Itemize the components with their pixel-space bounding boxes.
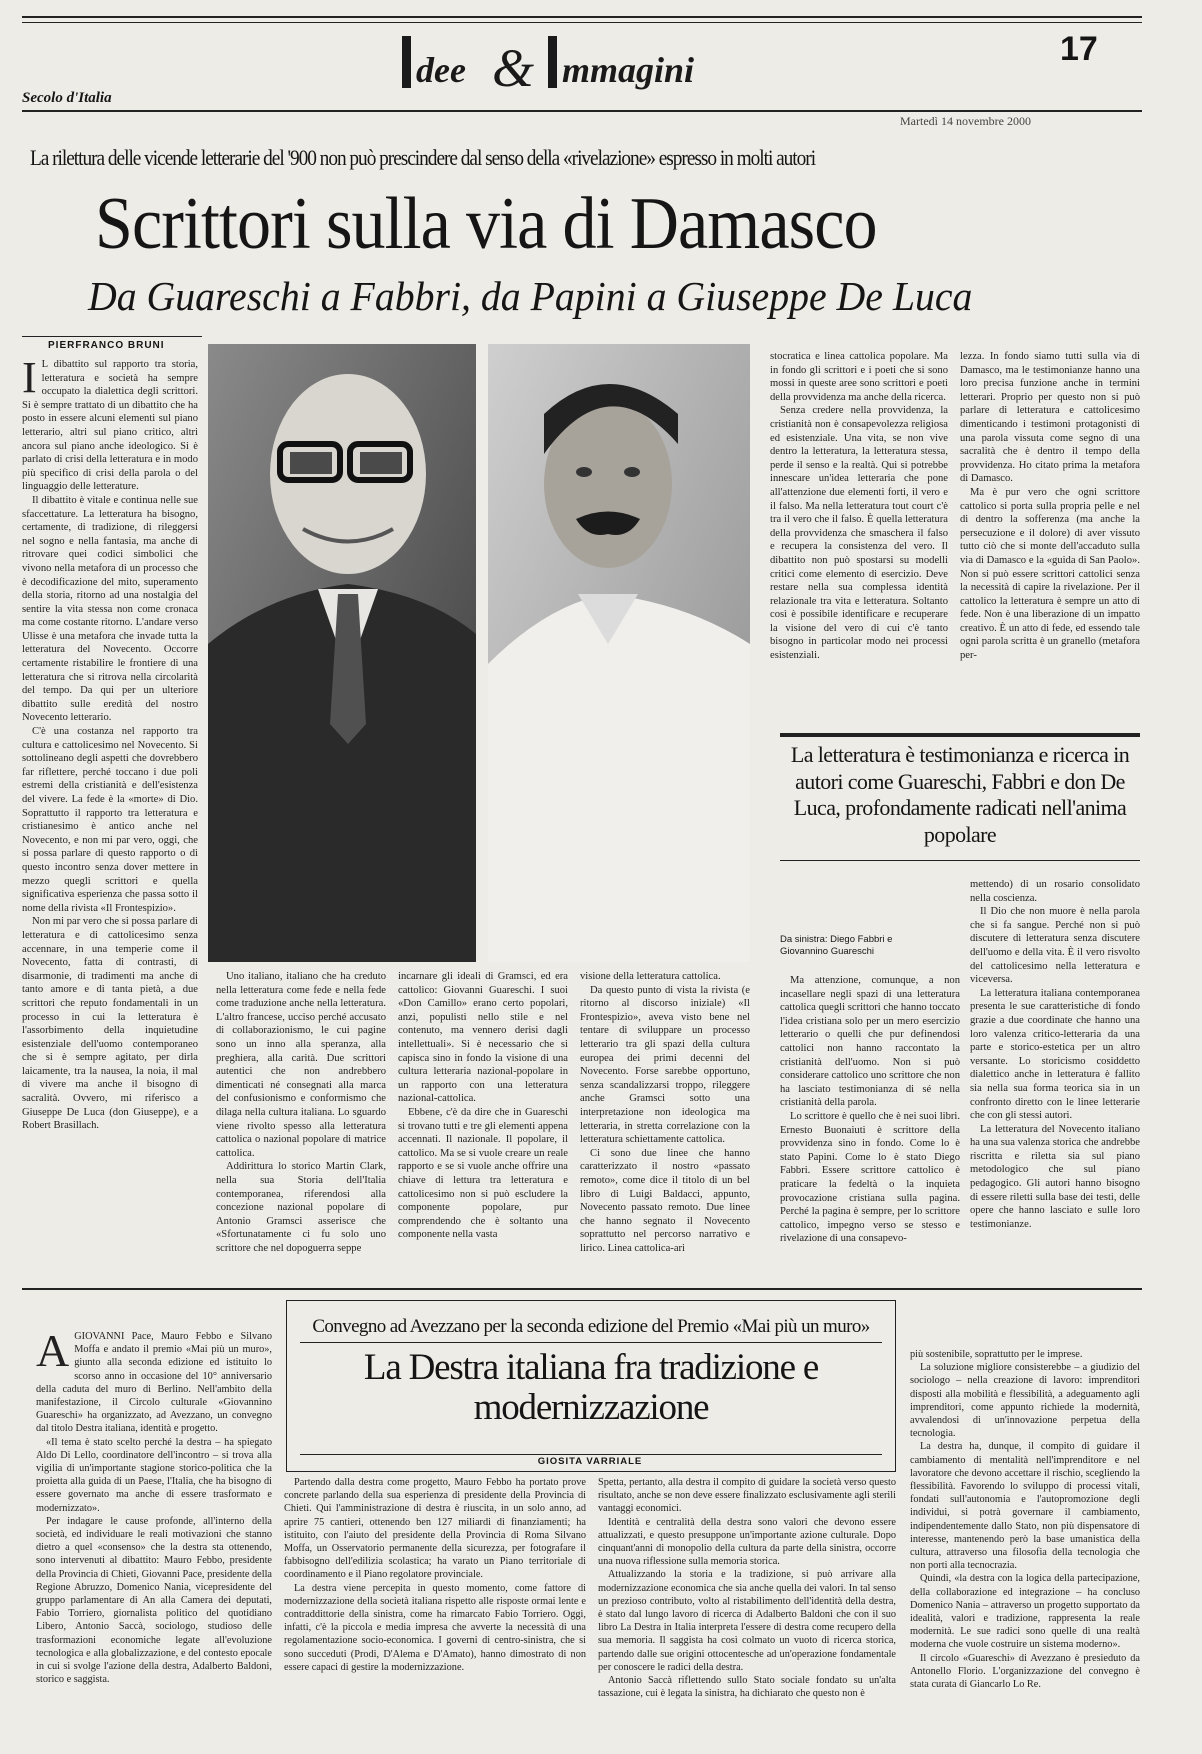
masthead-rule (22, 110, 1142, 112)
paragraph: L dibattito sul rapporto tra storia, letteratura e società ha sempre occupato la dialettica degli scrittori. Si è sempre trattato di un dibattito che ha posto in essere alcuni elementi sul piano letterario, altri sul piano critico, altri ancora sul piano anche ideologico. Si è parlato di crisi della letteratura e in modo più specifico di crisi della parola o del linguaggio delle letterature. (22, 359, 198, 493)
drop-cap: I (22, 358, 37, 402)
paragraph: Attualizzando la storia e la tradizione, si può arrivare alla modernizzazione economica che sia anche quella dei valori. In tal senso un prezioso contributo, volto al ristabilimento dell'identità della destra, è stato dal lungo lavoro di ricerca di Adalberto Baldoni che con il suo libro La Destra in Italia interpreta l'essere di destra come recupero della sua memoria. Il saggista ha così colmato un vuoto di ricerca storica, partendo dalle sue origini ottocentesche ad un'operazione fondamentale per conoscere le radici della destra. (598, 1569, 896, 1673)
paragraph: Ma è pur vero che ogni scrittore cattolico si porta sulla propria pelle e nel di dentro la sofferenza (ma anche la persecuzione e il dolore) di aver vissuto tutto ciò che si monte dell'accaduto sulla via di Damasco e la «guida di San Paolo». Non si può essere scrittori cattolici senza la necessità di capire la rivelazione. Per il cattolico la letteratura è sempre un atto di fede. Non è una liberazione di un impatto creativo. È un atto di fede, ed essendo tale ogni parola scritta è un granello (metafora per- (960, 486, 1140, 662)
paragraph: Uno italiano, italiano che ha creduto nella letteratura come fede e nella fede come traduzione anche nella letteratura. L'altro francese, ucciso perché accusato di collaborazionismo, le cui pagine sono un inno alla speranza, alla preghiera, alla carità. Due scrittori autentici che non andrebbero dimenticati né consegnati alla marca del confusionismo e conformismo che dilaga nella cultura italiana. Lo sguardo viene rivolto spesso alla letteratura cattolica o nazional popolare di matrice cattolica. (216, 971, 386, 1159)
paragraph: Addirittura lo storico Martin Clark, nella sua Storia dell'Italia contemporanea, riferendosi alla concezione nazional popolare di Antonio Gramsci asserisce che «Sfortunatamente ci fu solo uno scrittore che nel dopoguerra seppe (216, 1161, 386, 1254)
paragraph: lezza. In fondo siamo tutti sulla via di Damasco, ma le testimonianze hanno una loro precisa funzione anche in termini letterari. Proprio per questo non si può parlare di letteratura e cattolicesimo dimenticando i testimoni protagonisti di una parola vissuta come segno di una sacralità che è dentro il tempo della provvidenza. Ho citato prima la metafora di Damasco. (960, 351, 1140, 485)
paragraph: La soluzione migliore consisterebbe – a giudizio del sociologo – nella creazione di lavoro: imprenditori disposti alla mobilità e flessibilità, a adeguamento agli imprenditori, come appunto richiede la modernità, avvalendosi di un'innovazione perpetua della tecnologia. (910, 1362, 1140, 1440)
portrait-guareschi (488, 344, 750, 962)
article-subheadline: Da Guareschi a Fabbri, da Papini a Giuseppe De Luca (88, 273, 973, 319)
pullquote-bottom-rule (780, 860, 1140, 861)
paragraph: visione della letteratura cattolica. (580, 971, 721, 982)
article-col-3 (398, 970, 568, 1268)
paragraph: Il Dio che non muore è nella parola che si fa sangue. Perché non si può discutere di letteratura senza discutere dell'uomo e della vita. È il vero risvolto del cattolicesimo nella letteratura e viceversa. (970, 906, 1140, 986)
article-col-1 (22, 358, 198, 1268)
paragraph: Ebbene, c'è da dire che in Guareschi si trovano tutti e tre gli elementi appena accennati. Il nazionale. Il popolare, il cattolico. Ma se si vuole creare un reale rapporto e se si vuole anche offrire una chiave di lettura tra letteratura e cattolicesimo non si può escludere la componente popolare, pur comprendendo che è soltanto una componente nella vasta (398, 1106, 568, 1241)
byline: PIERFRANCO BRUNI (48, 340, 165, 351)
pullquote: La letteratura è testimonianza e ricerca in autori come Guareschi, Fabbri e don De Luca, profondamente radicati nell'anima popolare (790, 742, 1130, 847)
section-title (400, 22, 820, 92)
paragraph: mettendo) di un rosario consolidato nella coscienza. (970, 879, 1140, 904)
article-col-6 (960, 350, 1140, 720)
paragraph: Identità e centralità della destra sono valori che devono essere attualizzati, e questo presuppone un'importante azione culturale. Dopo cinquant'anni di monopolio della cultura da parte della sinistra, occorre una nuova riflessione sulla memoria storica. (598, 1516, 896, 1568)
drop-cap: A (36, 1330, 70, 1376)
article-kicker: La rilettura delle vicende letterarie del '900 non può prescindere dal senso della «rivelazione» espresso in molti autori (30, 145, 816, 170)
article2-col-1 (36, 1330, 272, 1738)
article2-col-3 (598, 1476, 896, 1738)
paragraph: La destra ha, dunque, il compito di guidare il cambiamento di mentalità nell'imprenditore e nel lavoratore che devono accettare il rischio, scegliendo la flessibilità. Favorendo lo sviluppo di processi vitali, fondati sull'autonomia e l'autopromozione degli individui, si potrà governare il cambiamento, indipendentemente dallo Stato, non più dispensatore di interesse, mantenendo però la base umanistica della cultura, attraverso una filosofia della tecnologia che non porti alla tecnocrazia. (910, 1441, 1140, 1572)
article2-col-2 (284, 1476, 586, 1738)
article2-headline: La Destra italiana fra tradizione e modernizzazione (363, 1347, 819, 1428)
article2-kicker-rule (300, 1342, 882, 1343)
paragraph: La destra viene percepita in questo momento, come fattore di modernizzazione della società italiana rispetto alle risposte ormai lente e contraddittorie della sinistra, come ha rimarcato Fabio Torriero. Oggi, infatti, c'è la piccola e media impresa che avverte la necessità di una regolamentazione socio-economica. I governi di centro-sinistra, che si sono succeduti (Prodi, D'Alema e D'Amato), hanno dimostrato di non essere capaci di gestire la modernizzazione. (284, 1582, 586, 1673)
paragraph: La letteratura italiana contemporanea presenta le sue caratteristiche di fondo grazie a due coordinate che hanno una loro valenza critico-letteraria da una parte e storico-estetica per un altro versante. Lo storicismo cosiddetto dialettico anche in letteratura è fallito sia nella sua forma teorica sia in un confronto diretto con le linee letterarie che con gli stessi autori. (970, 987, 1140, 1122)
article-col-2 (216, 970, 386, 1268)
svg-text:mmagini: mmagini (562, 50, 695, 90)
paragraph: «Il tema è stato scelto perché la destra – ha spiegato Aldo Di Lello, coordinatore dell'incontro – si trova alla vigilia di un'importante stagione storico-politica che la proietta alla guida di un Paese, l'Italia, che ha bisogno di essere governato ma anche di essere trasformato e modernizzato». (36, 1436, 272, 1514)
article2-col-4 (910, 1348, 1140, 1738)
top-rule (22, 16, 1142, 18)
paragraph: La letteratura del Novecento italiano ha una sua valenza storica che andrebbe riscritta e riletta sia sul piano metodologico che sul piano pedagogico. Gli autori hanno bisogno di essere riletti sulla base dei testi, delle opere che hanno lasciato e sulle loro testimonianze. (970, 1123, 1140, 1230)
svg-text:dee: dee (416, 50, 466, 90)
article-col-4 (580, 970, 750, 1268)
paragraph: Quindi, «la destra con la logica della partecipazione, della collaborazione ed integrazione – ha concluso Domenico Nania – attraverso un progetto supportato da idealità, valori e tradizione, rappresenta la reale modernità. Le sue radici sono quelle di una realtà moderna che vuole costruire un sistema moderno». (910, 1573, 1140, 1651)
article-col-7 (780, 974, 960, 1268)
article-headline: Scrittori sulla via di Damasco (95, 183, 877, 265)
photo-caption: Da sinistra: Diego Fabbri e Giovannino Guareschi (780, 934, 893, 957)
paragraph: Antonio Saccà riflettendo sullo Stato sociale fondato su un'alta tassazione, cui è legata la sinistra, ha dichiarato che questo non è (598, 1675, 896, 1700)
byline-rule (22, 336, 202, 337)
pullquote-top-rule (780, 733, 1140, 737)
paragraph: Lo scrittore è quello che è nei suoi libri. Ernesto Buonaiuti è scrittore della provvidenza sino in fondo. Come lo è stato Papini. Come lo è stato Diego Fabbri. Essere scrittore cattolico è praticare la fedeltà o la inquieta provocazione cristiana sulla pagina. Perché la pagina è sempre, per lo scrittore cattolico, impegno verso se stesso e rivelazione di una consapevo- (780, 1110, 960, 1245)
svg-text:&: & (492, 38, 535, 92)
paragraph: Il circolo «Guareschi» di Avezzano è presieduto da Antonello Florio. L'organizzazione del convegno è stata curata di Giancarlo Lo Re. (910, 1652, 1140, 1691)
masthead: Secolo d'Italia (22, 90, 112, 106)
paragraph: stocratica e linea cattolica popolare. Ma in fondo gli scrittori e i poeti che si sono mossi in queste aree sono scrittori e poeti della provvidenza ma anche della ricerca. (770, 351, 948, 403)
paragraph: Ma attenzione, comunque, a non incasellare negli spazi di una letteratura cattolica quegli scrittori che hanno toccato l'idea cristiana solo per un mero esercizio letterario o quelli che pur definendosi cattolici non hanno raccontato la cristianità dell'uomo. Non si può considerare cattolico uno scrittore che non ha lasciato testimonianza di sé nella cristianità della parola. (780, 975, 960, 1109)
paragraph: Senza credere nella provvidenza, la cristianità non è consapevolezza religiosa ed esistenziale. Una vita, se non vive dentro la letteratura, la letteratura stessa, perde il senso e la realtà. Qui si potrebbe innescare un'idea letteraria che pone all'attenzione due elementi forti, il vero e il falso. Ma nella letteratura tout court c'è tra il vero che il falso. È quella letteratura della provvidenza che smaschera il falso e recupera la consistenza del vero. Il dibattito non può spostarsi su modelli critici come elemento di esercizio. Deve restare nella sua complessa identità relazionale tra vita e letteratura. Soltanto così è possibile identificare e recuperare la visione del vero di cui c'è tanto bisogno in particolar modo nei processi esistenziali. (770, 405, 948, 662)
section-title-graphic (400, 22, 820, 92)
article-col-5 (770, 350, 948, 720)
paragraph: Non mi par vero che si possa parlare di letteratura e di cattolicesimo senza accennare, in una temperie come il Novecento, fatta di contrasti, di disarmonie, di tradimenti ma anche di tanto amore e di tanta pietà, a due scrittori che reputo fondamentali in un processo in cui la letteratura è l'assorbimento della inquietudine esistenziale dell'uomo contemporaneo che si è sempre agitato, per dirla laicamente, tra la nausea, la noia, il mal di vivere ma anche il bisogno di sacralità. Ovvero, mi riferisco a Giuseppe De Luca (don Giuseppe), e a Robert Brasillach. (22, 916, 198, 1132)
photo-fabbri (208, 344, 476, 962)
paragraph: più sostenibile, soprattutto per le imprese. (910, 1349, 1083, 1360)
paragraph: C'è una costanza nel rapporto tra cultura e cattolicesimo nel Novecento. Si sottolineano degli aspetti che dovrebbero far riflettere, perché toccano i due poli estremi della cristianità e dell'esistenza del vivere. La fede è la «morte» di Dio. Soprattutto il rapporto tra letteratura e cristianesimo è antico anche nel Novecento, e non mi par vero, oggi, che si possa parlare di questo rapporto o di questo incontro senza dover mettere in mezzo quegli scrittori e quella significativa esperienza che passa sotto il nome della rivista «Il Frontespizio». (22, 726, 198, 914)
issue-date: Martedì 14 novembre 2000 (900, 114, 1031, 128)
photo-guareschi (488, 344, 750, 962)
article2-kicker: Convegno ad Avezzano per la seconda edizione del Premio «Mai più un muro» (312, 1316, 870, 1337)
article2-byline: GIOSITA VARRIALE (500, 1456, 680, 1467)
paragraph: Per indagare le cause profonde, all'interno della società, ed individuare le reali motivazioni che stanno dietro a quel «consenso» che la destra sta ottenendo, sono intervenuti al dibattito: Mauro Febbo, presidente della Provincia di Chieti, Giovanni Pace, presidente della Regione Abruzzo, Domenico Nania, vicepresidente del gruppo parlamentare di An alla Camera dei deputati, Fabio Torriero, giornalista politico del quotidiano Libero, Antonio Saccà, sociologo, studioso delle trasformazioni economiche legate all'evoluzione tecnologica e alla globalizzazione, e del contesto epocale in cui si svolge l'azione della destra, Adalberto Baldoni, storico e saggista. (36, 1515, 272, 1686)
article2-byline-rule (300, 1454, 882, 1455)
page-number: 17 (1060, 30, 1098, 68)
paragraph: GIOVANNI Pace, Mauro Febbo e Silvano Moffa e andato il premio «Mai più un muro», giunto alla seconda edizione ed istituito lo scorso anno in occasione del 10° anniversario della caduta del muro di Berlino. Nell'ambito della manifestazione, il Circolo culturale «Giovannino Guareschi» ha organizzato, ad Avezzano, un convegno dal titolo Destra italiana, identità e progetto. (36, 1331, 272, 1435)
article-col-8 (970, 878, 1140, 1268)
paragraph: incarnare gli ideali di Gramsci, ed era cattolico: Giovanni Guareschi. I suoi «Don Camillo» erano certo popolari, anzi, populisti nello stile e nel contenuto, ma vennero derisi dagli intellettuali». Si è necessario che si capisca sino in fondo la visione di una cultura letteraria nazional-popolare in un rapporto con una letteratura nazional-cattolica. (398, 971, 568, 1105)
paragraph: Spetta, pertanto, alla destra il compito di guidare la società verso questo risultato, anche se non deve essere finalizzato esclusivamente agli sterili vantaggi economici. (598, 1477, 896, 1515)
article-separator (22, 1288, 1142, 1290)
paragraph: Partendo dalla destra come progetto, Mauro Febbo ha portato prove concrete parlando della sua esperienza di presidente della Provincia di Chieti. Qui l'amministrazione di destra è riuscita, in un solo anno, ad aprire 75 cantieri, ottenendo ben 127 miliardi di finanziamenti; ha istituito, con l'aiuto del presidente della Provincia di Roma Silvano Moffa, un Osservatorio permanente della sicurezza, per fotografare il fabbisogno dell'edilizia scolastica; ha varato un Piano territoriale di coordinamento e il Piano regolatore provinciale. (284, 1477, 586, 1581)
portrait-fabbri (208, 344, 476, 962)
paragraph: Il dibattito è vitale e continua nelle sue sfaccettature. La letteratura ha bisogno, certamente, di tradizione, di rileggersi nel sogno e nella fantasia, ma anche di ritrovare quei codici simbolici che vivono nella metafora di un processo che è decodificazione del mito, superamento della storia, ritorno ad una nostalgia del sentire la vita stessa non come cronaca ma come costante ritorno. L'andare verso Ulisse è una metafora che invade tutta la letteratura del Novecento. Occorre certamente ristabilire le frontiere di una letteratura che si ritrova nella circolarità del tempo. Da qui per un ulteriore dibattito sulle eredità del nostro Novecento letterario. (22, 494, 198, 724)
paragraph: Da questo punto di vista la rivista (e ritorno al discorso iniziale) «Il Frontespizio», aveva visto bene nel tentare di sviluppare un processo letterario tra gli spazi della cultura europea dei primi decenni del Novecento. Forse sarebbe opportuno, senza scandalizzarsi troppo, rileggere anche Gramsci sotto una interpretazione non ideologica ma letteraria, in stretta correlazione con la letteratura schiettamente cattolica. (580, 984, 750, 1146)
paragraph: Ci sono due linee che hanno caratterizzato il nostro «passato remoto», come dice il titolo di un bel libro di Luigi Baldacci, appunto, Novecento passato remoto. Due linee che hanno segnato il Novecento soprattutto nel percorso narrativo e lirico. Linea cattolica-ari (580, 1147, 750, 1254)
